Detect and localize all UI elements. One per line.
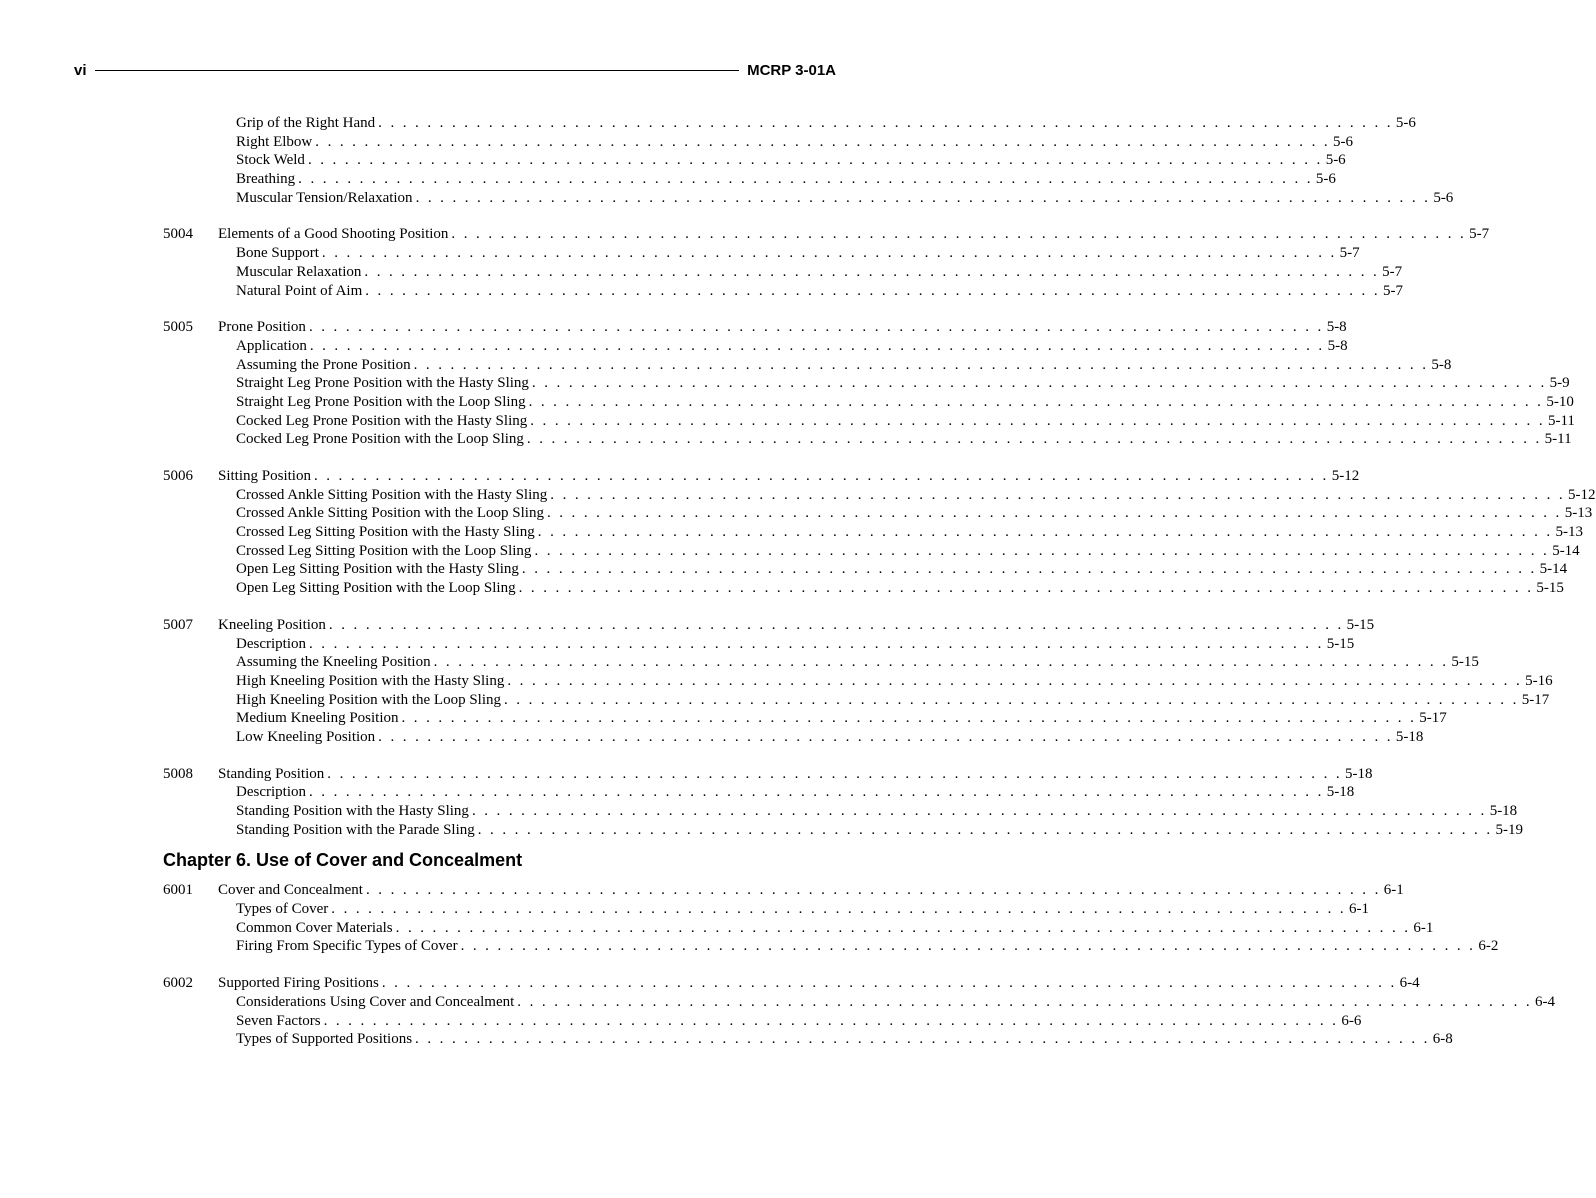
entry-page-number: 6-6 [1341,1012,1362,1029]
dot-leader: . . . . . . . . . . . . . . . . . . . . . . . . . . . . . . . . . . . . . . . . . . . . . . . . . . . . . . . . . . . . . . . . . . . . . . . . . . . . . . . . . . . [415,1031,1430,1048]
dot-leader: . . . . . . . . . . . . . . . . . . . . . . . . . . . . . . . . . . . . . . . . . . . . . . . . . . . . . . . . . . . . . . . . . . . . . . . . . . . . . . . . . . . [309,337,1325,354]
entry-page-number: 5-13 [1555,524,1584,541]
entry-title: High Kneeling Position with the Hasty Sling [236,672,505,689]
entry-title: Low Kneeling Position [236,728,376,745]
entry-title: Assuming the Prone Position [236,356,411,373]
dot-leader: . . . . . . . . . . . . . . . . . . . . . . . . . . . . . . . . . . . . . . . . . . . . . . . . . . . . . . . . . . . . . . . . . . . . . . . . . . . . . . . . . . . [471,803,1487,819]
table-of-contents [163,114,1596,1049]
toc-subentry [163,672,1553,691]
dot-leader: . . . . . . . . . . . . . . . . . . . . . . . . . . . . . . . . . . . . . . . . . . . . . . . . . . . . . . . . . . . . . . . . . . . . . . . . . . . . . . . . . . . [321,245,1337,262]
dot-leader: . . . . . . . . . . . . . . . . . . . . . . . . . . . . . . . . . . . . . . . . . . . . . . . . . . . . . . . . . . . . . . . . . . . . . . . . . . . . . . . . . . . [381,975,1397,992]
dot-leader: . . . . . . . . . . . . . . . . . . . . . . . . . . . . . . . . . . . . . . . . . . . . . . . . . . . . . . . . . . . . . . . . . . . . . . . . . . . . . . . . . . . [433,654,1449,671]
entry-page-number: 6-4 [1399,975,1420,992]
entry-title: Standing Position with the Hasty Sling [236,803,469,819]
publication-id: MCRP 3-01A [747,61,836,79]
dot-leader: . . . . . . . . . . . . . . . . . . . . . . . . . . . . . . . . . . . . . . . . . . . . . . . . . . . . . . . . . . . . . . . . . . . . . . . . . . . . . . . . . . . [328,616,1344,633]
entry-title: Kneeling Position [218,616,326,633]
toc-entry [163,974,1420,993]
entry-title: Crossed Leg Sitting Position with the Hasty Sling [236,524,535,541]
toc-subentry [163,900,1370,919]
entry-title: Firing From Specific Types of Cover [236,938,458,955]
section-number: 5008 [163,765,193,782]
entry-page-number: 5-15 [1346,616,1375,633]
entry-page-number: 5-8 [1327,337,1348,354]
toc-subentry [163,542,1580,561]
entry-page-number: 5-15 [1536,580,1564,597]
toc-section-chapter-6 [163,881,1556,1049]
toc-subentry [163,523,1584,542]
entry-title: Cover and Concealment [218,882,363,899]
toc-subentry [163,244,1360,263]
dot-leader: . . . . . . . . . . . . . . . . . . . . . . . . . . . . . . . . . . . . . . . . . . . . . . . . . . . . . . . . . . . . . . . . . . . . . . . . . . . . . . . . . . . [308,784,1324,801]
entry-title: Cocked Leg Prone Position with the Hasty Sling [236,412,528,429]
toc-subentry [163,504,1593,523]
dot-leader: . . . . . . . . . . . . . . . . . . . . . . . . . . . . . . . . . . . . . . . . . . . . . . . . . . . . . . . . . . . . . . . . . . . . . . . . . . . . . . . . . . . [504,691,1519,708]
entry-title: Standing Position with the Parade Sling [236,821,475,838]
toc-subentry [163,337,1348,356]
dot-leader: . . . . . . . . . . . . . . . . . . . . . . . . . . . . . . . . . . . . . . . . . . . . . . . . . . . . . . . . . . . . . . . . . . . . . . . . . . . . . . . . . . . [537,524,1553,541]
entry-title: Straight Leg Prone Position with the Hasty Sling [236,375,529,392]
dot-leader: . . . . . . . . . . . . . . . . . . . . . . . . . . . . . . . . . . . . . . . . . . . . . . . . . . . . . . . . . . . . . . . . . . . . . . . . . . . . . . . . . . . [526,431,1542,448]
section-number: 5006 [163,468,193,484]
entry-title: Crossed Leg Sitting Position with the Loop Sling [236,542,532,559]
spacer [163,956,745,974]
spacer [163,300,745,318]
entry-title: Seven Factors [236,1012,321,1029]
page-number: vi [74,61,87,79]
toc-subentry [163,374,1570,393]
entry-title: Common Cover Materials [236,919,393,936]
entry-page-number: 6-1 [1349,901,1370,918]
entry-page-number: 5-6 [1315,171,1336,188]
entry-page-number: 6-2 [1478,938,1499,955]
toc-subentry [163,393,1574,412]
entry-page-number: 5-10 [1546,393,1574,410]
section-number: 6001 [163,882,193,899]
entry-title: Application [236,337,307,354]
dot-leader: . . . . . . . . . . . . . . . . . . . . . . . . . . . . . . . . . . . . . . . . . . . . . . . . . . . . . . . . . . . . . . . . . . . . . . . . . . . . . . . . . . . [518,580,1534,597]
entry-page-number: 5-14 [1539,561,1568,578]
entry-page-number: 5-9 [1549,375,1570,392]
toc-subentry [163,263,1403,282]
toc-subentry [163,133,1354,152]
entry-page-number: 5-8 [1326,319,1347,336]
toc-subentry [163,728,1424,747]
entry-title: Crossed Ankle Sitting Position with the Hasty Sling [236,486,548,503]
entry-title: Muscular Relaxation [236,263,362,280]
dot-leader: . . . . . . . . . . . . . . . . . . . . . . . . . . . . . . . . . . . . . . . . . . . . . . . . . . . . . . . . . . . . . . . . . . . . . . . . . . . . . . . . . . . [517,993,1533,1010]
section-number: 5007 [163,616,193,633]
toc-entry [163,318,1347,337]
entry-page-number: 5-19 [1495,821,1523,838]
entry-page-number: 5-7 [1382,263,1403,280]
toc-subentry [163,560,1568,579]
toc-subentry [163,993,1556,1012]
toc-subentry [163,412,1575,431]
dot-leader: . . . . . . . . . . . . . . . . . . . . . . . . . . . . . . . . . . . . . . . . . . . . . . . . . . . . . . . . . . . . . . . . . . . . . . . . . . . . . . . . . . . [378,115,1393,131]
dot-leader: . . . . . . . . . . . . . . . . . . . . . . . . . . . . . . . . . . . . . . . . . . . . . . . . . . . . . . . . . . . . . . . . . . . . . . . . . . . . . . . . . . . [477,821,1493,838]
entry-page-number: 5-11 [1544,431,1572,448]
entry-title: Sitting Position [218,468,311,484]
spacer [163,598,745,616]
spacer [163,747,745,765]
entry-page-number: 6-1 [1383,882,1404,899]
entry-title: Straight Leg Prone Position with the Loop Sling [236,393,526,410]
dot-leader: . . . . . . . . . . . . . . . . . . . . . . . . . . . . . . . . . . . . . . . . . . . . . . . . . . . . . . . . . . . . . . . . . . . . . . . . . . . . . . . . . . . [521,561,1537,578]
toc-subentry [163,802,1518,821]
entry-title: Open Leg Sitting Position with the Hasty Sling [236,561,519,578]
dot-leader: . . . . . . . . . . . . . . . . . . . . . . . . . . . . . . . . . . . . . . . . . . . . . . . . . . . . . . . . . . . . . . . . . . . . . . . . . . . . . . . . . . . [546,505,1562,522]
entry-title: Open Leg Sitting Position with the Loop Sling [236,580,516,597]
section-number: 5005 [163,319,193,336]
entry-page-number: 5-15 [1326,635,1355,652]
dot-leader: . . . . . . . . . . . . . . . . . . . . . . . . . . . . . . . . . . . . . . . . . . . . . . . . . . . . . . . . . . . . . . . . . . . . . . . . . . . . . . . . . . . [528,393,1544,410]
entry-title: Assuming the Kneeling Position [236,654,431,671]
toc-subentry [163,151,1346,170]
dot-leader: . . . . . . . . . . . . . . . . . . . . . . . . . . . . . . . . . . . . . . . . . . . . . . . . . . . . . . . . . . . . . . . . . . . . . . . . . . . . . . . . . . . [378,728,1393,745]
page-header [74,60,836,80]
entry-title: Muscular Tension/Relaxation [236,189,413,206]
toc-subentry [163,486,1596,505]
entry-page-number: 5-12 [1331,468,1360,484]
toc-subentry [163,1030,1453,1049]
dot-leader: . . . . . . . . . . . . . . . . . . . . . . . . . . . . . . . . . . . . . . . . . . . . . . . . . . . . . . . . . . . . . . . . . . . . . . . . . . . . . . . . . . . [530,412,1545,429]
entry-page-number: 5-14 [1552,542,1580,559]
toc-subentry [163,919,1434,938]
dot-leader: . . . . . . . . . . . . . . . . . . . . . . . . . . . . . . . . . . . . . . . . . . . . . . . . . . . . . . . . . . . . . . . . . . . . . . . . . . . . . . . . . . . [451,226,1467,243]
dot-leader: . . . . . . . . . . . . . . . . . . . . . . . . . . . . . . . . . . . . . . . . . . . . . . . . . . . . . . . . . . . . . . . . . . . . . . . . . . . . . . . . . . . [531,375,1547,392]
dot-leader: . . . . . . . . . . . . . . . . . . . . . . . . . . . . . . . . . . . . . . . . . . . . . . . . . . . . . . . . . . . . . . . . . . . . . . . . . . . . . . . . . . . [364,263,1380,280]
section-number: 6002 [163,975,193,992]
toc-entry [163,881,1404,900]
entry-title: Stock Weld [236,152,305,169]
entry-page-number: 5-13 [1564,505,1593,522]
toc-subentry [163,709,1447,728]
toc-subentry [163,170,1336,189]
entry-page-number: 5-7 [1469,226,1490,243]
dot-leader: . . . . . . . . . . . . . . . . . . . . . . . . . . . . . . . . . . . . . . . . . . . . . . . . . . . . . . . . . . . . . . . . . . . . . . . . . . . . . . . . . . . [413,356,1429,373]
entry-page-number: 5-18 [1326,784,1355,801]
toc-subentry [163,356,1452,375]
entry-title: Bone Support [236,245,319,262]
entry-page-number: 5-7 [1383,282,1403,299]
entry-page-number: 6-1 [1413,919,1434,936]
dot-leader: . . . . . . . . . . . . . . . . . . . . . . . . . . . . . . . . . . . . . . . . . . . . . . . . . . . . . . . . . . . . . . . . . . . . . . . . . . . . . . . . . . . [308,635,1324,652]
dot-leader: . . . . . . . . . . . . . . . . . . . . . . . . . . . . . . . . . . . . . . . . . . . . . . . . . . . . . . . . . . . . . . . . . . . . . . . . . . . . . . . . . . . [307,152,1323,169]
entry-title: Standing Position [218,765,325,782]
toc-subentry [163,430,1572,449]
dot-leader: . . . . . . . . . . . . . . . . . . . . . . . . . . . . . . . . . . . . . . . . . . . . . . . . . . . . . . . . . . . . . . . . . . . . . . . . . . . . . . . . . . . [298,171,1313,188]
section-number: 5004 [163,226,193,243]
dot-leader: . . . . . . . . . . . . . . . . . . . . . . . . . . . . . . . . . . . . . . . . . . . . . . . . . . . . . . . . . . . . . . . . . . . . . . . . . . . . . . . . . . . [331,901,1347,918]
entry-page-number: 5-18 [1395,728,1424,745]
dot-leader: . . . . . . . . . . . . . . . . . . . . . . . . . . . . . . . . . . . . . . . . . . . . . . . . . . . . . . . . . . . . . . . . . . . . . . . . . . . . . . . . . . . [395,919,1411,936]
dot-leader: . . . . . . . . . . . . . . . . . . . . . . . . . . . . . . . . . . . . . . . . . . . . . . . . . . . . . . . . . . . . . . . . . . . . . . . . . . . . . . . . . . . [323,1012,1339,1029]
entry-title: Description [236,784,306,801]
toc-subentry [163,635,1355,654]
toc-subentry [163,691,1550,710]
spacer [163,207,745,225]
toc-subentry [163,189,1454,208]
entry-title: Crossed Ankle Sitting Position with the Loop Sling [236,505,544,522]
dot-leader: . . . . . . . . . . . . . . . . . . . . . . . . . . . . . . . . . . . . . . . . . . . . . . . . . . . . . . . . . . . . . . . . . . . . . . . . . . . . . . . . . . . [460,938,1476,955]
entry-title: Breathing [236,171,296,188]
entry-title: Considerations Using Cover and Concealment [236,993,515,1010]
toc-entry [163,616,1375,635]
entry-page-number: 5-17 [1521,691,1550,708]
entry-page-number: 5-6 [1395,115,1416,131]
dot-leader: . . . . . . . . . . . . . . . . . . . . . . . . . . . . . . . . . . . . . . . . . . . . . . . . . . . . . . . . . . . . . . . . . . . . . . . . . . . . . . . . . . . [313,468,1329,484]
dot-leader: . . . . . . . . . . . . . . . . . . . . . . . . . . . . . . . . . . . . . . . . . . . . . . . . . . . . . . . . . . . . . . . . . . . . . . . . . . . . . . . . . . . [315,133,1331,150]
header-rule [95,70,740,71]
toc-subentry [163,282,1403,301]
toc-entry [163,225,1490,244]
toc-subentry [163,937,1499,956]
entry-page-number: 5-8 [1431,356,1452,373]
toc-subentry [163,783,1355,802]
toc-entry [163,467,1360,486]
toc-subentry [163,1012,1362,1031]
entry-title: Cocked Leg Prone Position with the Loop Sling [236,431,524,448]
entry-title: Elements of a Good Shooting Position [218,226,449,243]
toc-subentry [163,653,1479,672]
toc-section-chapter-5 [163,114,1596,839]
entry-page-number: 5-7 [1339,245,1360,262]
entry-page-number: 5-15 [1451,654,1479,671]
entry-page-number: 5-18 [1345,765,1373,782]
dot-leader: . . . . . . . . . . . . . . . . . . . . . . . . . . . . . . . . . . . . . . . . . . . . . . . . . . . . . . . . . . . . . . . . . . . . . . . . . . . . . . . . . . . [415,189,1431,206]
dot-leader: . . . . . . . . . . . . . . . . . . . . . . . . . . . . . . . . . . . . . . . . . . . . . . . . . . . . . . . . . . . . . . . . . . . . . . . . . . . . . . . . . . . [550,486,1566,503]
entry-title: Types of Cover [236,901,329,918]
entry-title: Right Elbow [236,133,313,150]
entry-title: Types of Supported Positions [236,1031,413,1048]
dot-leader: . . . . . . . . . . . . . . . . . . . . . . . . . . . . . . . . . . . . . . . . . . . . . . . . . . . . . . . . . . . . . . . . . . . . . . . . . . . . . . . . . . . [327,765,1343,782]
entry-title: Prone Position [218,319,306,336]
toc-subentry [163,114,1416,133]
dot-leader: . . . . . . . . . . . . . . . . . . . . . . . . . . . . . . . . . . . . . . . . . . . . . . . . . . . . . . . . . . . . . . . . . . . . . . . . . . . . . . . . . . . [507,672,1523,689]
entry-page-number: 5-6 [1333,133,1354,150]
dot-leader: . . . . . . . . . . . . . . . . . . . . . . . . . . . . . . . . . . . . . . . . . . . . . . . . . . . . . . . . . . . . . . . . . . . . . . . . . . . . . . . . . . . [365,882,1381,899]
entry-page-number: 5-17 [1419,710,1447,727]
spacer [163,449,745,467]
dot-leader: . . . . . . . . . . . . . . . . . . . . . . . . . . . . . . . . . . . . . . . . . . . . . . . . . . . . . . . . . . . . . . . . . . . . . . . . . . . . . . . . . . . [365,282,1380,299]
toc-subentry [163,579,1564,598]
dot-leader: . . . . . . . . . . . . . . . . . . . . . . . . . . . . . . . . . . . . . . . . . . . . . . . . . . . . . . . . . . . . . . . . . . . . . . . . . . . . . . . . . . . [308,319,1324,336]
toc-subentry [163,821,1523,840]
entry-title: Grip of the Right Hand [236,115,376,131]
dot-leader: . . . . . . . . . . . . . . . . . . . . . . . . . . . . . . . . . . . . . . . . . . . . . . . . . . . . . . . . . . . . . . . . . . . . . . . . . . . . . . . . . . . [534,542,1550,559]
entry-page-number: 5-16 [1525,672,1553,689]
entry-page-number: 5-6 [1433,189,1454,206]
entry-page-number: 5-6 [1325,152,1346,169]
chapter-heading: Chapter 6. Use of Cover and Concealment [163,850,523,871]
entry-title: Medium Kneeling Position [236,710,399,727]
entry-title: Natural Point of Aim [236,282,363,299]
dot-leader: . . . . . . . . . . . . . . . . . . . . . . . . . . . . . . . . . . . . . . . . . . . . . . . . . . . . . . . . . . . . . . . . . . . . . . . . . . . . . . . . . . . [401,710,1417,727]
entry-page-number: 5-11 [1547,412,1575,429]
entry-title: High Kneeling Position with the Loop Sling [236,691,501,708]
entry-page-number: 6-4 [1535,993,1556,1010]
entry-title: Description [236,635,306,652]
toc-entry [163,765,1373,784]
entry-title: Supported Firing Positions [218,975,379,992]
entry-page-number: 5-18 [1489,803,1518,819]
entry-page-number: 5-12 [1568,486,1596,503]
entry-page-number: 6-8 [1432,1031,1453,1048]
